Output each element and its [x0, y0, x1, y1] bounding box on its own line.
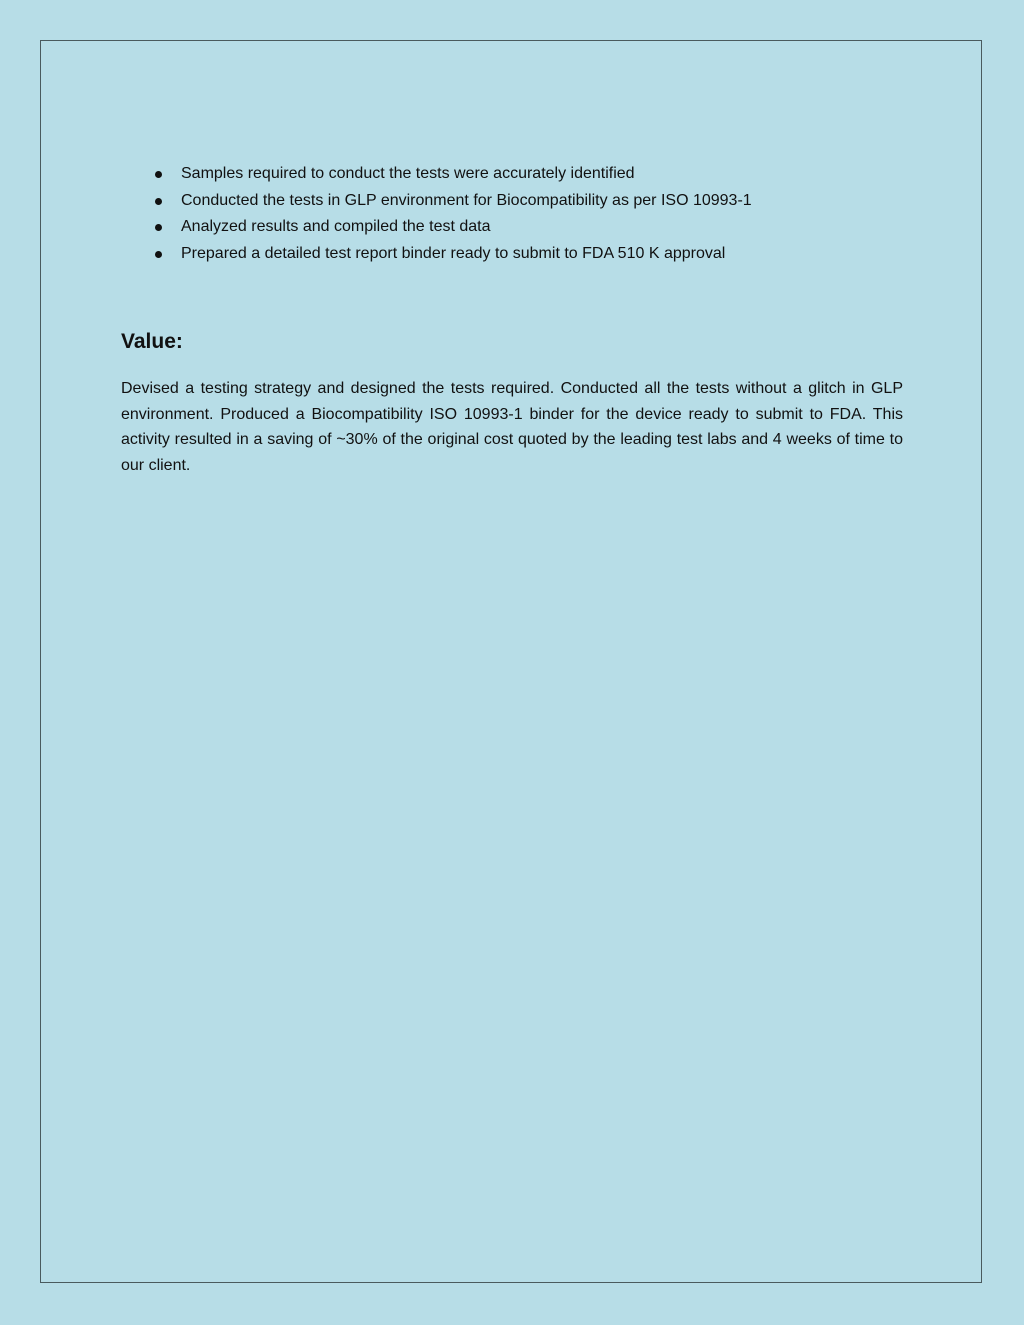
page-frame: [40, 40, 982, 1283]
bullet-icon: [155, 251, 162, 258]
bullet-icon: [155, 171, 162, 178]
list-item-text: Analyzed results and compiled the test data: [181, 218, 491, 236]
bullet-icon: [155, 224, 162, 231]
list-item-text: Prepared a detailed test report binder ready to submit to FDA 510 K approval: [181, 245, 726, 263]
value-paragraph: Devised a testing strategy and designed the tests required. Conducted all the tests without a glitch in GLP environment. Produced a Biocompatibility ISO 10993-1 binder for the device ready to submit to FDA. This activity resulted in a saving of ~30% of the original cost quoted by the leading test labs and 4 weeks of time to our client.: [121, 380, 903, 475]
list-item: [151, 241, 752, 268]
list-item: [151, 161, 752, 188]
bullet-list: [151, 161, 752, 268]
list-item-text: Conducted the tests in GLP environment for Biocompatibility as per ISO 10993-1: [181, 191, 752, 209]
value-heading: Value:: [121, 330, 183, 353]
bullet-icon: [155, 198, 162, 205]
list-item: [151, 188, 752, 215]
list-item: [151, 214, 752, 241]
list-item-text: Samples required to conduct the tests were accurately identified: [181, 165, 635, 182]
